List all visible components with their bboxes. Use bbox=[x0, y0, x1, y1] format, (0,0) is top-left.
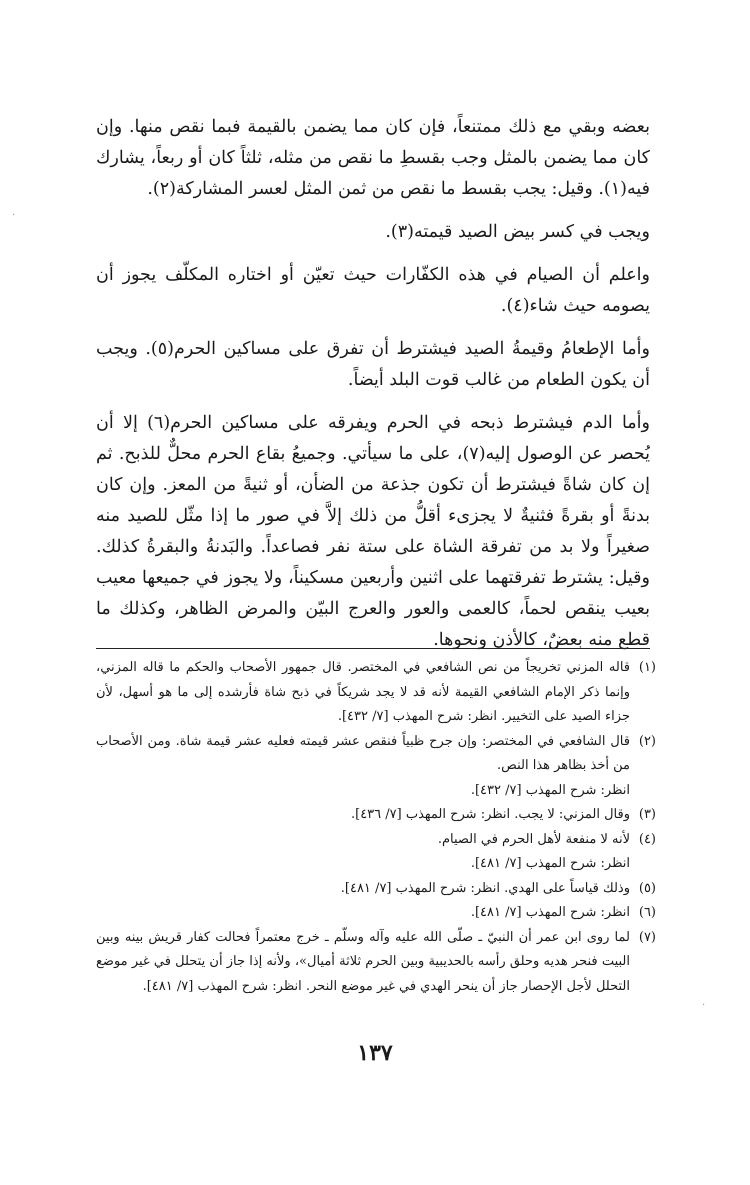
footnote bbox=[96, 901, 656, 926]
paragraph: وأما الإطعامُ وقيمةُ الصيد فيشترط أن تفرق على مساكين الحرم(٥). ويجب أن يكون الطعام من غالب قوت البلد أيضاً. bbox=[96, 339, 650, 390]
paragraph: بعضه وبقي مع ذلك ممتنعاً، فإن كان مما يضمن بالقيمة فبما نقص منها. وإن كان مما يضمن بالمثل وجب بقسطِ ما نقص من مثله، ثلثاً كان أو ربعاً، يشارك فيه(١). وقيل: يجب بقسط ما نقص من ثمن المثل لعسر المشاركة(٢). bbox=[96, 117, 650, 199]
footnote-text bbox=[96, 828, 630, 877]
footnote-line: انظر: شرح المهذب [٧/ ٤٨١]. bbox=[470, 905, 630, 920]
footnote bbox=[96, 877, 656, 902]
footnote-text bbox=[96, 901, 630, 926]
footnote-number: (٤) bbox=[638, 831, 656, 847]
footnote-line: قال الشافعي في المختصر: وإن جرح ظبياً فنقص عشر قيمته فعليه عشر قيمة شاة. ومن الأصحاب من أخذ بظاهر هذا النص. bbox=[96, 733, 630, 773]
scan-speck: · bbox=[12, 210, 16, 221]
footnote-line: وقال المزني: لا يجب. انظر: شرح المهذب [٧/ ٤٣٦]. bbox=[350, 807, 630, 822]
footnote-line: انظر: شرح المهذب [٧/ ٤٨١]. bbox=[470, 856, 630, 871]
footnote-number: (٢) bbox=[638, 733, 656, 749]
footnote-divider bbox=[96, 648, 650, 649]
footnote bbox=[96, 803, 656, 828]
footnote bbox=[96, 926, 656, 1000]
footnote-line: انظر: شرح المهذب [٧/ ٤٣٢]. bbox=[470, 782, 630, 798]
footnotes bbox=[96, 656, 656, 999]
footnote-text bbox=[96, 656, 630, 730]
scan-speck: · bbox=[702, 1000, 706, 1011]
footnote bbox=[96, 828, 656, 877]
footnote-number: (٣) bbox=[638, 807, 656, 822]
footnote-text bbox=[96, 730, 630, 804]
footnote-text bbox=[96, 926, 630, 1000]
footnote-number: (٦) bbox=[638, 905, 656, 920]
footnote-line: وذلك قياساً على الهدي. انظر: شرح المهذب [٧/ ٤٨١]. bbox=[340, 880, 630, 896]
footnote-number: (١) bbox=[638, 660, 656, 675]
footnote bbox=[96, 656, 656, 730]
paragraph: واعلم أن الصيام في هذه الكفّارات حيث تعيّن أو اختاره المكلّف يجوز أن يصومه حيث شاء(٤). bbox=[96, 265, 650, 316]
footnote-line: لأنه لا منفعة لأهل الحرم في الصيام. bbox=[437, 831, 630, 847]
footnote-text bbox=[96, 803, 630, 828]
main-text bbox=[96, 112, 650, 656]
paragraph: ويجب في كسر بيض الصيد قيمته(٣). bbox=[385, 222, 650, 242]
footnote-number: (٧) bbox=[638, 929, 656, 945]
page-number: ١٣٧ bbox=[357, 1040, 393, 1066]
footnote bbox=[96, 730, 656, 804]
paragraph: وأما الدم فيشترط ذبحه في الحرم ويفرقه على مساكين الحرم(٦) إلا أن يُحصر عن الوصول إليه(٧)، على ما سيأتي. وجميعُ بقاع الحرم محلٌّ للذبح. ثم إن كان شاةً فيشترط أن تكون جذعة من الضأن، أو ثنيةً من المعز. وإن كان بدنةً أو بقرةً فثنيةٌ لا يجزىء أقلُّ من ذلك إلاَّ في صور ما إذا مثّل للصيد منه صغيراً ولا بد من تفرقة الشاة على ستة نفر فصاعداً. والبَدنةُ والبقرةُ كذلك. وقيل: يشترط تفرقتهما على اثنين وأربعين مسكيناً، ولا يجوز في جميعها معيب بعيب ينقص لحماً، كالعمى والعور والعرج البيّن والمرض الظاهر، وكذلك ما قطع منه بعضٌ، كالأذن ونحوها. bbox=[96, 413, 650, 650]
footnote-line: لما روى ابن عمر أن النبيّ ـ صلّى الله عليه وآله وسلّم ـ خرج معتمراً فحالت كفار قريش بينه وبين البيت فنحر هديه وحلق رأسه بالحديبية وبين الحرم ثلاثة أميال»، ولأنه إذا جاز أن يتحلل في غير موضع التحلل لأجل الإحصار جاز أن ينحر الهدي في غير موضع النحر. انظر: شرح المهذب [٧/ ٤٨١]. bbox=[96, 929, 630, 994]
footnote-line: قاله المزني تخريجاً من نص الشافعي في المختصر. قال جمهور الأصحاب والحكم ما قاله المزني، وإنما ذكر الإمام الشافعي القيمة لأنه قد لا يجد شريكاً في ذبح شاة فأرشده إلى ما هو أسهل، لأن جزاء الصيد على التخيير. انظر: شرح المهذب [٧/ ٤٣٢]. bbox=[96, 660, 630, 724]
footnote-text bbox=[96, 877, 630, 902]
footnote-number: (٥) bbox=[638, 880, 656, 896]
